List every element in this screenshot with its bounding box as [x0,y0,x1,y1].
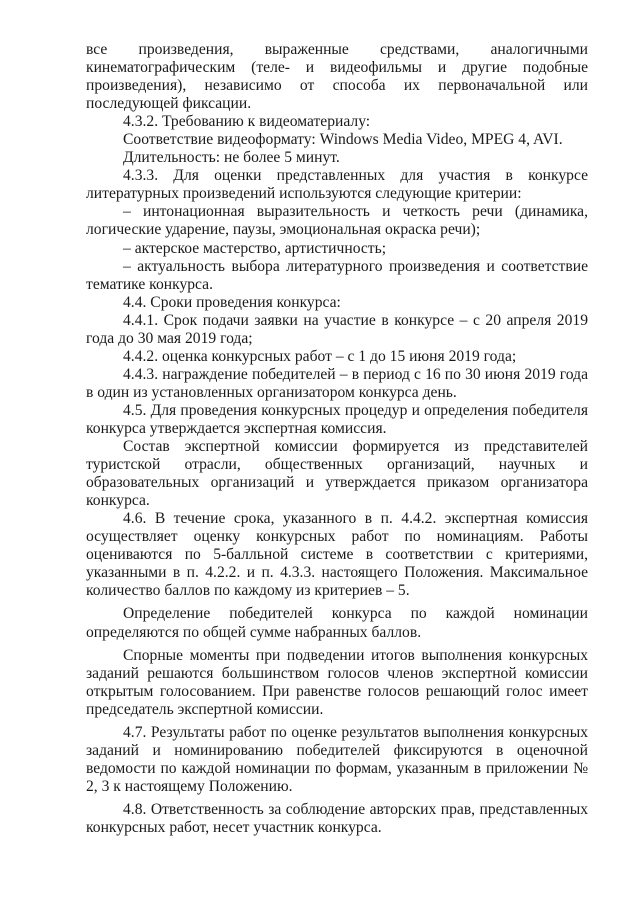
paragraph-4-3-2: 4.3.2. Требованию к видеоматериалу: [123,113,371,131]
paragraph-video-format: Соответствие видеоформату: Windows Media Video, MPEG 4, AVI. [123,131,563,149]
paragraph-4-5: 4.5. Для проведения конкурсных процедур и определения победителя конкурса утверждается экспертная комиссия. [86,401,588,437]
paragraph-disputes: Спорные моменты при подведении итогов выполнения конкурсных заданий решаются большинством голосов членов экспертной комиссии открытым голосованием. При равенстве голосов решающий голос имеет председатель экспертной комиссии. [86,646,588,718]
paragraph-winner-determination: Определение победителей конкурса по каждой номинации определяются по общей сумме набранных баллов. [86,605,588,641]
paragraph-4-4-2: 4.4.2. оценка конкурсных работ – с 1 до 15 июня 2019 года; [123,347,517,365]
section-heading-4-4: 4.4. Сроки проведения конкурса: [123,293,341,311]
paragraph-4-4-1: 4.4.1. Срок подачи заявки на участие в конкурсе – с 20 апреля 2019 года до 30 мая 2019 года; [86,311,588,347]
paragraph-4-6: 4.6. В течение срока, указанного в п. 4.4.2. экспертная комиссия осуществляет оценку конкурсных работ по номинациям. Работы оцениваются по 5-балльной системе в соответствии с критериями, указанными в п. 4.2.2. и п. 4.3.3. настоящего Положения. Максимальное количество баллов по каждому из критериев – 5. [86,510,588,600]
criteria-item-relevance: – актуальность выбора литературного произведения и соответствие тематике конкурса. [86,257,588,293]
paragraph-4-3-3: 4.3.3. Для оценки представленных для участия в конкурсе литературных произведений используются следующие критерии: [86,167,588,203]
document-page [86,41,588,837]
criteria-item-intonation: – интонационная выразительность и четкость речи (динамика, логические ударение, паузы, эмоциональная окраска речи); [86,203,588,239]
criteria-item-acting: – актерское мастерство, артистичность; [123,239,387,257]
paragraph-4-8: 4.8. Ответственность за соблюдение авторских прав, представленных конкурсных работ, несет участник конкурса. [86,800,588,836]
paragraph-4-7: 4.7. Результаты работ по оценке результатов выполнения конкурсных заданий и номинированию победителей фиксируются в оценочной ведомости по каждой номинации по формам, указанным в приложении № 2, 3 к настоящему Положению. [86,723,588,795]
paragraph-duration: Длительность: не более 5 минут. [123,149,340,167]
paragraph-media-definition: все произведения, выраженные средствами, аналогичными кинематографическим (теле- и видеофильмы и другие подобные произведения), независимо от способа их первоначальной или последующей фиксации. [86,41,588,113]
paragraph-4-4-3: 4.4.3. награждение победителей – в период с 16 по 30 июня 2019 года в один из установленных организатором конкурса день. [86,365,588,401]
paragraph-commission-composition: Состав экспертной комиссии формируется из представителей туристской отрасли, общественных организаций, научных и образовательных организаций и утверждается приказом организатора конкурса. [86,438,588,510]
